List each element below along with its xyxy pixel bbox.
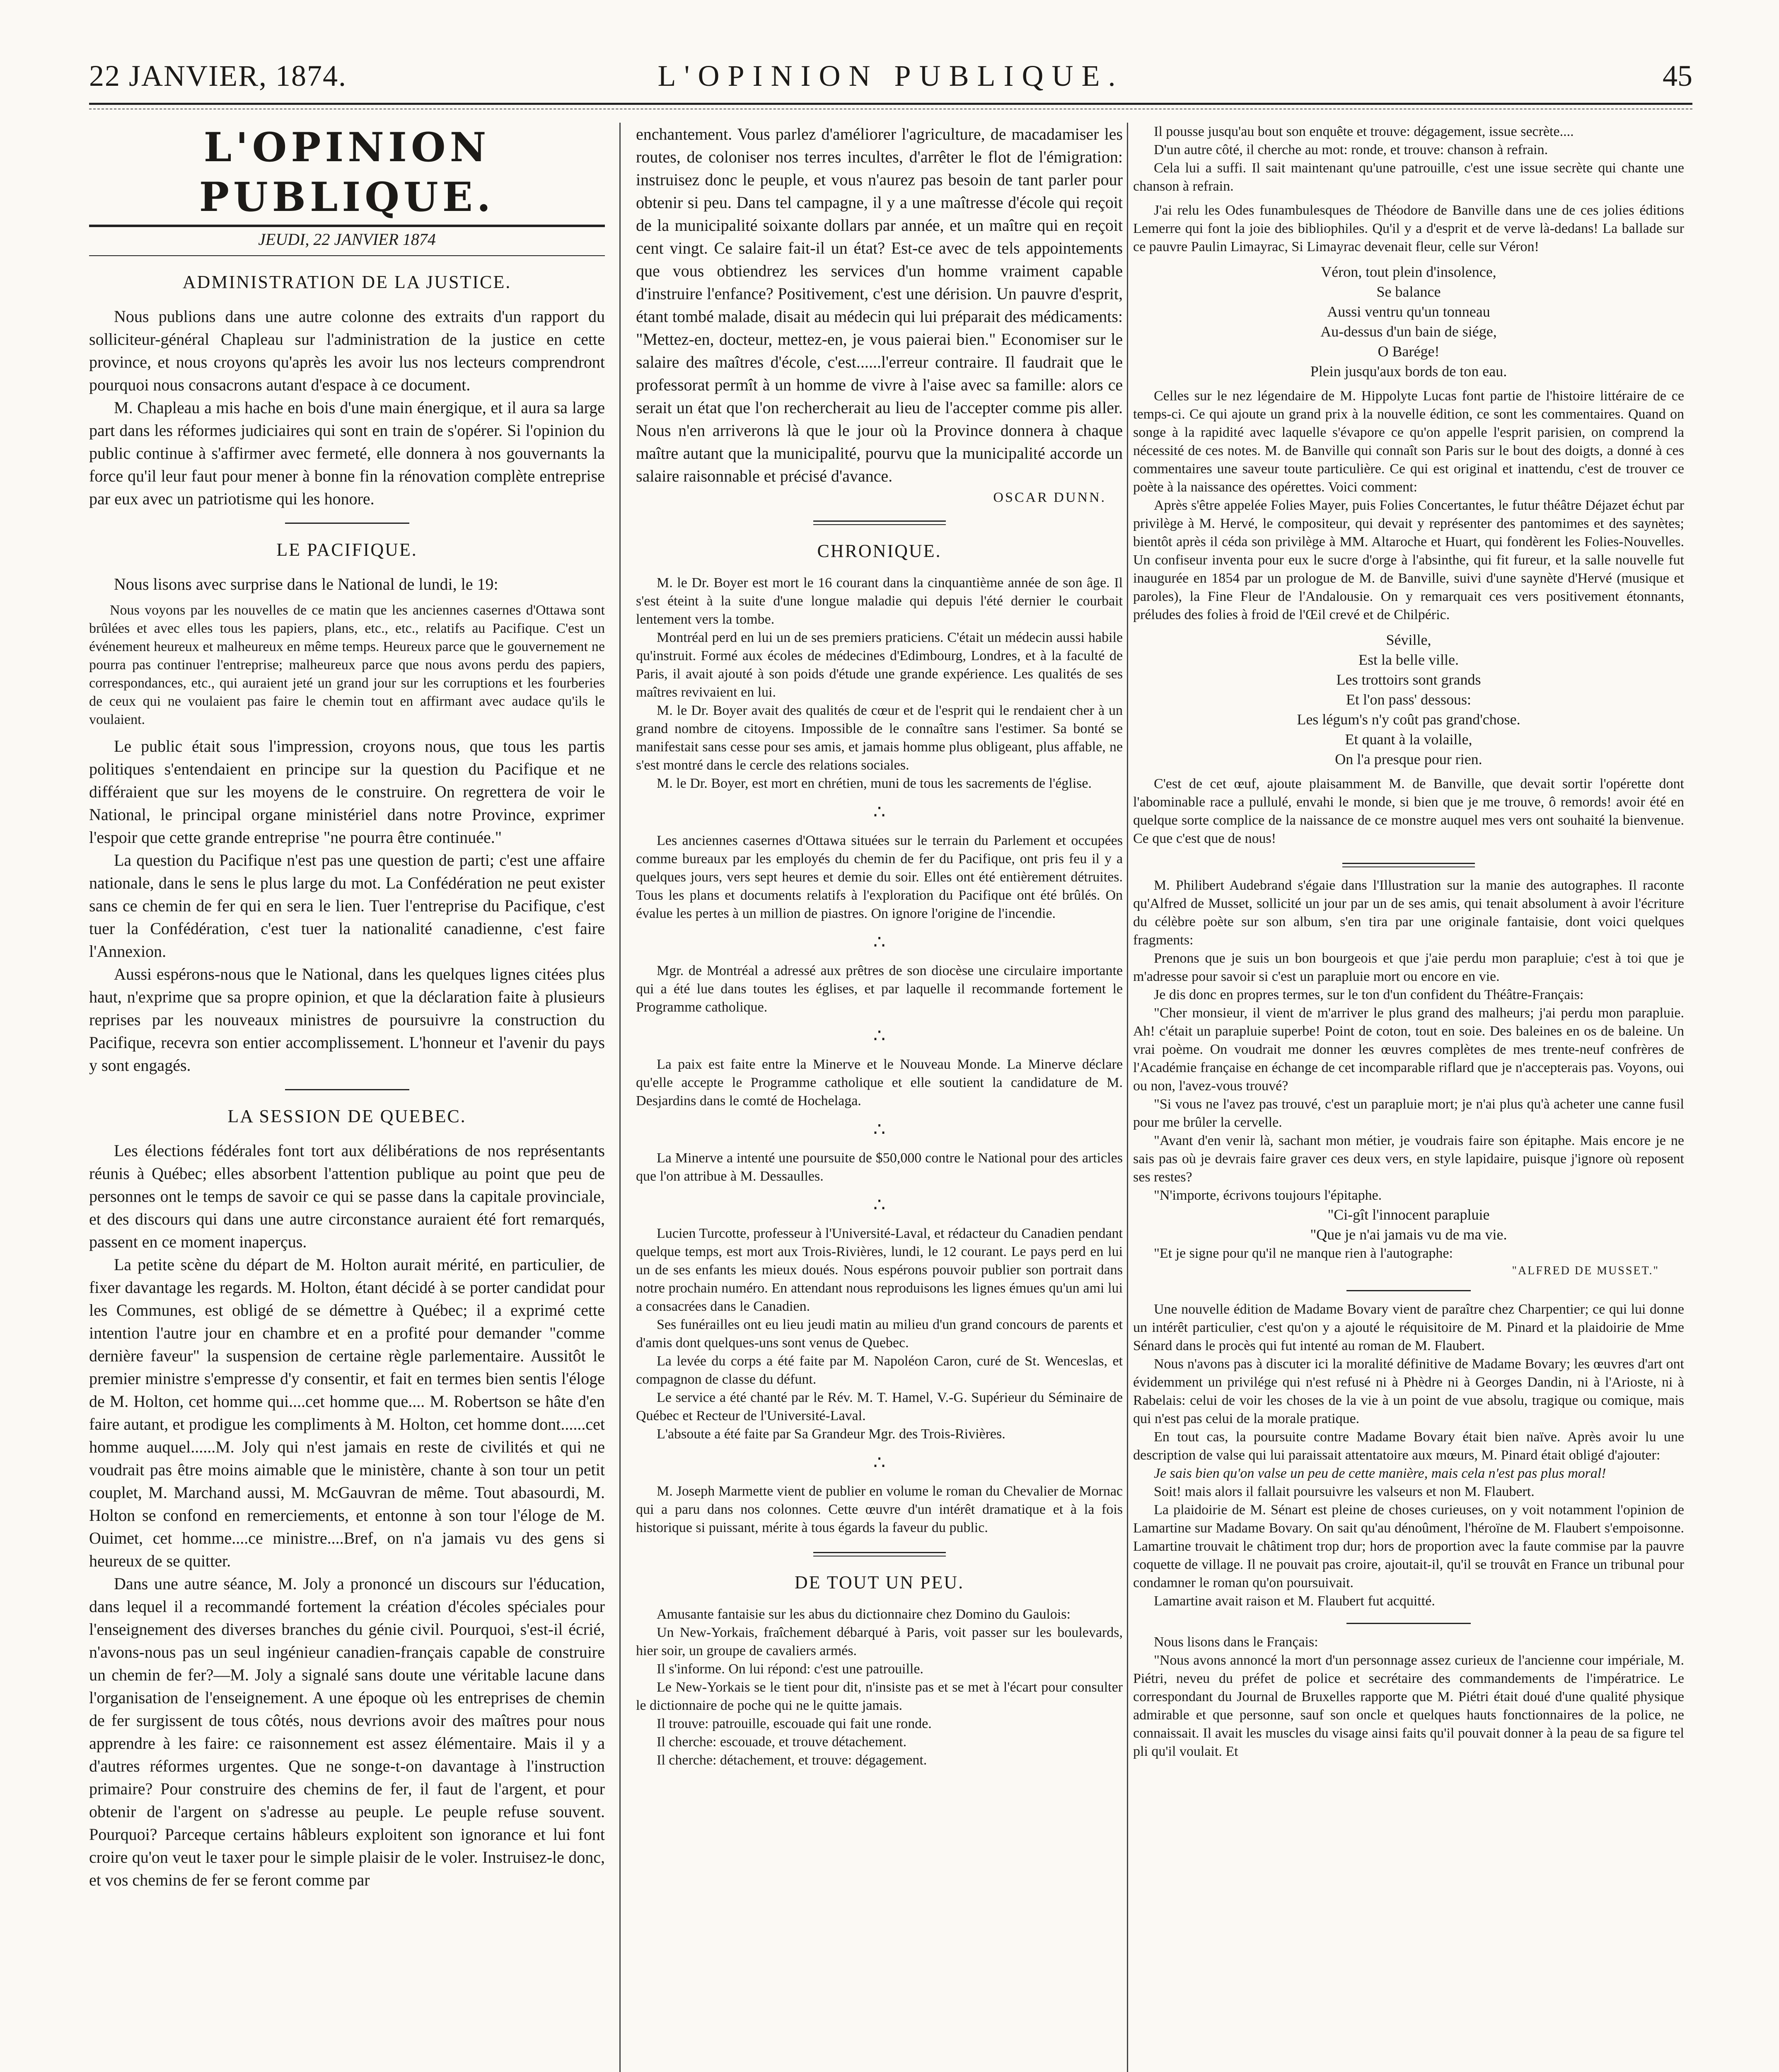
page-header — [89, 57, 1692, 107]
paragraph: Il s'informe. On lui répond: c'est une patrouille. — [657, 1661, 923, 1677]
section-title-de-tout-un-peu: DE TOUT UN PEU. — [794, 1572, 964, 1593]
asterism: ∴ — [873, 801, 886, 823]
paragraph: "Et je signe pour qu'il ne manque rien à l'autographe: — [1154, 1246, 1453, 1261]
section-title-chronique: CHRONIQUE. — [817, 541, 942, 561]
paragraph: Les anciennes casernes d'Ottawa situées sur le terrain du Parlement et occupées comme bureaux par les employés du chemin de fer du Pacifique, ont pris feu il y a quelques jours, vers sept heures et demie du soir. Elles ont été entièrement détruites. Tous les plans et documents relatifs à l'exploration du Pacifique ont été brûlés. On évalue les pertes à un million de piastres. On ignore l'origine de l'incendie. — [636, 833, 1123, 921]
paragraph: Soit! mais alors il fallait poursuivre les valseurs et non M. Flaubert. — [1154, 1484, 1535, 1499]
paragraph: Ses funérailles ont eu lieu jeudi matin au milieu d'un grand concours de parents et d'amis dont quelques-uns sont venus de Quebec. — [636, 1317, 1123, 1351]
asterism: ∴ — [873, 1025, 886, 1046]
poem-line: Et l'on pass' dessous: — [1346, 691, 1471, 708]
section-rule — [285, 1089, 409, 1090]
paragraph: "Si vous ne l'avez pas trouvé, c'est un parapluie mort; je n'ai plus qu'à acheter une canne fusil pour me brûler la cervelle. — [1133, 1097, 1684, 1130]
paragraph: Nous lisons avec surprise dans le National de lundi, le 19: — [114, 575, 498, 593]
poem-line: On l'a presque pour rien. — [1335, 751, 1482, 767]
asterism: ∴ — [873, 1452, 886, 1473]
section-rule — [1342, 863, 1475, 867]
quoted-line: Je sais bien qu'on valse un peu de cette manière, mais cela n'est pas plus moral! — [1154, 1466, 1606, 1481]
paragraph: Le service a été chanté par le Rév. M. T. Hamel, V.-G. Supérieur du Séminaire de Québec et Recteur de l'Université-Laval. — [636, 1390, 1123, 1423]
paragraph: Aussi espérons-nous que le National, dans les quelques lignes citées plus haut, n'exprime que sa propre opinion, et que la déclaration faite à plusieurs reprises par les nouveaux ministres de poursuivre la construction du Pacifique, recevra son entier accomplissement. L'honneur et l'avenir du pays y sont engagés. — [89, 965, 605, 1075]
paragraph: J'ai relu les Odes funambulesques de Théodore de Banville dans une de ces jolies éditions Lemerre qui font la joie des bibliophiles. Qu'il y a d'esprit et de verve là-dedans! La ballade sur ce pauvre Paulin Limayrac, Si Limayrac devenait fleur, celle sur Véron! — [1133, 203, 1684, 254]
paragraph: M. le Dr. Boyer, est mort en chrétien, muni de tous les sacrements de l'église. — [657, 776, 1092, 791]
paragraph: En tout cas, la poursuite contre Madame Bovary était bien naïve. Après avoir lu une description de valse qui lui paraissait attentatoire aux mœurs, M. Pinard était obligé d'ajouter: — [1133, 1429, 1684, 1463]
running-date: 22 JANVIER, 1874. — [89, 59, 347, 92]
column-divider-2 — [1127, 123, 1128, 2072]
paragraph: "Avant d'en venir là, sachant mon métier, je voudrais faire son épitaphe. Mais encore je ne sais pas où je devrais faire graver ces deux vers, en style lapidaire, puisque j'ignore où reposent ses restes? — [1133, 1133, 1684, 1185]
paragraph: Montréal perd en lui un de ses premiers praticiens. C'était un médecin aussi habile qu'instruit. Formé aux écoles de médecines d'Edimbourg, Londres, et à la faculté de Paris, il avait ajouté à son poids d'étude une grande expérience. Les qualités de ses maîtres revivaient en lui. — [636, 630, 1123, 700]
section-rule — [1346, 1290, 1471, 1291]
column-2 — [636, 123, 1123, 2072]
paragraph: La question du Pacifique n'est pas une question de parti; c'est une affaire nationale, dans le sens le plus large du mot. La Confédération ne peut exister sans ce chemin de fer qui en sera le lien. Tuer l'entreprise du Pacifique, c'est tuer la Confédération, c'est tuer la nationalité canadienne, c'est faire l'Annexion. — [89, 851, 605, 961]
section-title-pacifique: LE PACIFIQUE. — [276, 540, 418, 560]
section-rule — [285, 523, 409, 524]
paragraph: Il trouve: patrouille, escouade qui fait une ronde. — [657, 1716, 932, 1731]
poem-line: Plein jusqu'aux bords de ton eau. — [1310, 363, 1507, 380]
paragraph: Amusante fantaisie sur les abus du dictionnaire chez Domino du Gaulois: — [657, 1607, 1071, 1622]
paragraph: La levée du corps a été faite par M. Napoléon Caron, curé de St. Wenceslas, et compagnon de classe du défunt. — [636, 1353, 1123, 1387]
paragraph: Nous n'avons pas à discuter ici la moralité définitive de Madame Bovary; les œuvres d'art ont évidemment un privilége qui n'est refusé ni à Phèdre ni à Georges Dandin, ni à l'Arioste, ni à Rabelais: celui de voir les choses de la vie à un point de vue absolu, tragique ou comique, mais qui n'est pas celui de la morale pratique. — [1133, 1356, 1684, 1426]
quoted-paragraph: Nous voyons par les nouvelles de ce matin que les anciennes casernes d'Ottawa sont brûlées et avec elles tous les papiers, plans, etc., etc., relatifs au Pacifique. C'est un événement heureux et malheureux en même temps. Heureux parce que le gouvernement ne pourra pas continuer l'entreprise; malheureux parce que nous avons perdu des papiers, correspondances, etc., qui auraient jeté un grand jour sur les corruptions et les fourberies de ceux qui ne voulaient pas faire le chemin tout en affirmant avec audace qu'ils le voulaient. — [89, 603, 605, 727]
poem-line: Les trottoirs sont grands — [1336, 671, 1481, 688]
paragraph: M. le Dr. Boyer est mort le 16 courant dans la cinquantième année de son âge. Il s'est éteint à la suite d'une longue maladie qui depuis l'été dernier le courbait lentement vers la tombe. — [636, 575, 1123, 627]
quote-signature: "ALFRED DE MUSSET." — [1512, 1264, 1659, 1277]
paragraph: M. Philibert Audebrand s'égaie dans l'Illustration sur la manie des autographes. Il raconte qu'Alfred de Musset, sollicité un jour par un de ses amis, qui tenait absolument à avoir l'écriture du célèbre poète sur son album, s'en tira par une originale fantaisie, dont voici quelques fragments: — [1133, 878, 1684, 948]
epitaph-line: "Ci-gît l'innocent parapluie — [1327, 1206, 1490, 1223]
paragraph: D'un autre côté, il cherche au mot: ronde, et trouve: chanson à refrain. — [1154, 142, 1548, 157]
poem-line: Aussi ventru qu'un tonneau — [1327, 303, 1490, 320]
paragraph: Il cherche: détachement, et trouve: dégagement. — [657, 1752, 927, 1768]
section-rule — [813, 1552, 946, 1556]
paragraph: L'absoute a été faite par Sa Grandeur Mgr. des Trois-Rivières. — [657, 1426, 1006, 1442]
paragraph: Une nouvelle édition de Madame Bovary vient de paraître chez Charpentier; ce qui lui donne un intérêt particulier, c'est qu'on y a ajouté le réquisitoire de M. Pinard et la plaidoirie de Mme Sénard dans le procès qui fut intenté au roman de M. Flaubert. — [1133, 1302, 1684, 1353]
paragraph: M. Chapleau a mis hache en bois d'une main énergique, et il aura sa large part dans les réformes judiciaires qui sont en train de s'opérer. Si l'opinion du public continue à s'affirmer avec fermeté, elle donnera à nos gouvernants la force qu'il leur faut pour mener à bonne fin la rénovation complète entreprise par eux avec un patriotisme qui les honore. — [89, 398, 605, 508]
page-number: 45 — [1663, 59, 1692, 92]
paragraph: Celles sur le nez légendaire de M. Hippolyte Lucas font partie de l'histoire littéraire de ce temps-ci. Ce qui ajoute un grand prix à la nouvelle édition, ce sont les commentaires. Quand on songe à la rapidité avec laquelle s'évapore ce qu'on appelle l'esprit parisien, on comprend la nécessité de ces notes. M. de Banville qui connaît son Paris sur le bout des doigts, a donné à ces commentaires une saveur toute particulière. Ce qui est original et inattendu, c'est de trouver ce poète à la naissance des opérettes. Voici comment: — [1133, 388, 1684, 495]
poem-line: Est la belle ville. — [1358, 651, 1459, 668]
paragraph: Nous lisons dans le Français: — [1154, 1634, 1318, 1650]
paragraph: Il pousse jusqu'au bout son enquête et trouve: dégagement, issue secrète.... — [1154, 124, 1574, 139]
column-divider-1 — [619, 123, 621, 2072]
asterism: ∴ — [873, 932, 886, 953]
asterism: ∴ — [873, 1194, 886, 1215]
poem-line: Les légum's n'y coût pas grand'chose. — [1297, 711, 1520, 728]
section-title-justice: ADMINISTRATION DE LA JUSTICE. — [182, 272, 512, 292]
paragraph: La plaidoirie de M. Sénart est pleine de choses curieuses, on y voit notamment l'opinion de Lamartine sur Madame Bovary. On sait qu'au dénoûment, l'héroïne de M. Flaubert s'empoisonne. Lamartine trouvait le châtiment trop dur; hors de proportion avec la faute commise par la pauvre coquette de village. Il ne pouvait pas croire, ajoutait-il, qu'il se trouvât en France un tribunal pour condamner le roman qu'on poursuivait. — [1133, 1502, 1684, 1590]
section-title-session: LA SESSION DE QUEBEC. — [227, 1106, 467, 1126]
poem-line: Véron, tout plein d'insolence, — [1321, 264, 1496, 280]
paragraph: La paix est faite entre la Minerve et le Nouveau Monde. La Minerve déclare qu'elle accepte le Programme catholique et elle soutient la candidature de M. Desjardins dans le comté de Hochelaga. — [636, 1057, 1123, 1109]
paragraph-continued: enchantement. Vous parlez d'améliorer l'agriculture, de macadamiser les routes, de coloniser nos terres incultes, d'arrêter le flot de l'émigration: instruisez donc le peuple, et vous n'aurez pas besoin de tant parler pour obtenir si peu. Dans tel campagne, il y a une maîtresse d'école qui reçoit de la municipalité soixante dollars par année, et un maître qui en reçoit cent vingt. Ce salaire fait-il un état? Est-ce avec de tels appointements que vous obtiendrez les services d'un homme vraiment capable d'instruire l'enfance? Positivement, c'est une dérision. Un pauvre d'esprit, étant tombé malade, disait au médecin qui lui préparait des médicaments: "Mettez-en, docteur, mettez-en, je vous paierai bien." Economiser sur le salaire des maîtres d'école, c'est......l'erreur contraire. Il faudrait que le professorat permît à un homme de vivre à l'aise avec sa famille: alors ce serait un état que l'on rechercherait au lieu de l'accepter comme pis aller. Nous n'en arriverons là que le jour où la Province donnera à chaque maître autant que la municipalité, pourvu que la municipalité accorde un salaire raisonnable et précisé d'avance. — [636, 125, 1123, 485]
masthead: L'OPINION PUBLIQUE. — [199, 124, 495, 220]
poem-line: Au-dessus d'un bain de siége, — [1320, 323, 1497, 340]
section-rule — [1346, 1623, 1471, 1624]
paragraph: Nous publions dans une autre colonne des extraits d'un rapport du solliciteur-général Chapleau sur l'administration de la justice en cette province, et nous croyons qu'après les avoir lus nos lecteurs comprendront pourquoi nous consacrons autant d'espace à ce document. — [89, 307, 605, 394]
paragraph: "N'importe, écrivons toujours l'épitaphe. — [1154, 1188, 1382, 1203]
issue-date: JEUDI, 22 JANVIER 1874 — [258, 230, 436, 249]
paragraph: Je dis donc en propres termes, sur le ton d'un confident du Théâtre-Français: — [1154, 987, 1584, 1002]
paragraph: "Nous avons annoncé la mort d'un personnage assez curieux de l'ancienne cour impériale, M. Piétri, neveu du préfet de police et secrétaire des commandements de l'impératrice. Le correspondant du Journal de Bruxelles rapporte que M. Piétri était doué d'une qualité physique admirable et que personne, sauf son oncle et quelques hauts fonctionnaires de la police, ne connaissait. Il avait les muscles du visage ainsi faits qu'il pouvait donner à la peau de sa figure tel pli qu'il voulait. Et — [1133, 1653, 1684, 1759]
paragraph: La Minerve a intenté une poursuite de $50,000 contre le National pour des articles que l'on attribue à M. Dessaulles. — [636, 1150, 1123, 1184]
paragraph: Le public était sous l'impression, croyons nous, que tous les partis politiques s'entendaient en principe sur la question du Pacifique et ne différaient que sur les moyens de le construire. On regrettera de voir le National, le principal organe ministériel dans notre Province, exprimer l'espoir que cette grande entreprise "ne pourra être continuée." — [89, 737, 605, 847]
poem-line: Et quant à la volaille, — [1345, 731, 1472, 748]
header-rule — [89, 103, 1692, 105]
poem-line: Se balance — [1376, 283, 1441, 300]
paragraph: Les élections fédérales font tort aux délibérations de nos représentants réunis à Québec; elles absorbent l'attention publique au point que peu de personnes ont le temps de savoir ce qui se passe dans la capitale provinciale, et des discours qui dans une autre circonstance auraient été fort remarqués, passent en ce moment inaperçus. — [89, 1141, 605, 1251]
paragraph: M. le Dr. Boyer avait des qualités de cœur et de l'esprit qui le rendaient cher à un grand nombre de citoyens. Impossible de le connaître sans l'estimer. Sa bonté se manifestait sans cesse pour ses amis, et jamais homme plus obligeant, plus affable, ne s'est montré dans le cercle des relations sociales. — [636, 703, 1123, 773]
paragraph: Le New-Yorkais se le tient pour dit, n'insiste pas et se met à l'écart pour consulter le dictionnaire de poche qui ne le quitte jamais. — [636, 1680, 1123, 1713]
paragraph: Il cherche: escouade, et trouve détachement. — [657, 1734, 907, 1750]
paragraph: Mgr. de Montréal a adressé aux prêtres de son diocèse une circulaire importante qui a été lue dans toutes les églises, et par laquelle il recommande fortement le Programme catholique. — [636, 963, 1123, 1015]
paragraph: La petite scène du départ de M. Holton aurait mérité, en particulier, de fixer davantage les regards. M. Holton, étant décidé à se porter candidat pour les Communes, est obligé de se démettre à Québec; il a exprimé cette intention l'autre jour en chambre et en a profité pour demander "comme dernière faveur" la suspension de certaine règle parlementaire. Aussitôt le premier ministre s'empresse d'y consentir, et fait en termes bien sentis l'éloge de M. Holton, cet homme qui....cet homme que.... M. Robertson se hâte d'en faire autant, et prodigue les compliments à M. Holton, cet homme dont......cet homme auquel......M. Joly qui n'est jamais en reste de civilités et qui ne voudrait pas être moins aimable que le ministère, chante à son tour un petit couplet, M. Marchand aussi, M. McGauvran de même. Tout abasourdi, M. Holton se confond en remerciements, et entonne à son tour l'éloge de M. Ouimet, cet homme....ce ministre....Bref, on n'a jamais vu des gens si heureux de se quitter. — [89, 1255, 605, 1570]
paragraph: C'est de cet œuf, ajoute plaisamment M. de Banville, que devait sortir l'opérette dont l'abominable race a pullulé, envahi le monde, si bien que je me trouve, ô remords! avoir été en quelque sorte complice de la naissance de ce monstre auquel mes vers ont souhaité la bienvenue. Ce que c'est que de nous! — [1133, 776, 1684, 846]
column-1 — [89, 123, 605, 2072]
paragraph: Prenons que je suis un bon bourgeois et que j'aie perdu mon parapluie; c'est à toi que je m'adresse pour savoir si c'est un parapluie mort ou encore en vie. — [1133, 951, 1684, 984]
column-3 — [1133, 123, 1684, 2072]
paragraph: Un New-Yorkais, fraîchement débarqué à Paris, voit passer sur les boulevards, hier soir, un groupe de cavaliers armés. — [636, 1625, 1123, 1658]
paragraph: Lucien Turcotte, professeur à l'Université-Laval, et rédacteur du Canadien pendant quelque temps, est mort aux Trois-Rivières, lundi, le 12 courant. Le pays perd en lui un de ses enfants les mieux doués. Nous espérons pouvoir publier son portrait dans notre prochain numéro. En attendant nous reproduisons les lignes émues qu'un ami lui a consacrées dans le Canadien. — [636, 1226, 1123, 1314]
section-rule — [813, 520, 946, 525]
paragraph: Dans une autre séance, M. Joly a prononcé un discours sur l'éducation, dans lequel il a recommandé fortement la création d'écoles spéciales pour l'enseignement des diverses branches du génie civil. Pourquoi, s'est-il écrié, n'avons-nous pas un seul ingénieur canadien-français capable de construire un chemin de fer?—M. Joly a signalé sans doute une véritable lacune dans l'organisation de l'enseignement. A une époque où les entreprises de chemin de fer surgissent de tous côtés, nous devrions avoir des maîtres pour nous apprendre à les faire: ce raisonnement est assez élémentaire. Mais il y a d'autres réformes urgentes. Que ne songe-t-on davantage à l'instruction primaire? Pour construire des chemins de fer, il faut de l'argent, et pour obtenir de l'argent on s'adresse au peuple. Le peuple refuse souvent. Pourquoi? Parceque certains hâbleurs exploitent son ignorance et lui font croire qu'on veut le taxer pour le simple plaisir de le voler. Instruisez-le donc, et vos chemins de fer se feront comme par — [89, 1574, 605, 1889]
asterism: ∴ — [873, 1119, 886, 1140]
masthead-rule-thin — [89, 255, 605, 256]
paragraph: Cela lui a suffi. Il sait maintenant qu'une patrouille, c'est une issue secrète qui chante une chanson à refrain. — [1133, 160, 1684, 194]
paragraph: "Cher monsieur, il vient de m'arriver le plus grand des malheurs; j'ai perdu mon parapluie. Ah! c'était un parapluie superbe! Point de coton, tout en soie. Des baleines en os de baleine. Un vrai poème. On voudrait me donner les œuvres complètes de mes trente-neuf confrères de l'Académie française en échange de cet incomparable riflard que je n'accepterais pas. Voyons, oui ou non, l'avez-vous trouvé? — [1133, 1005, 1684, 1094]
paragraph: M. Joseph Marmette vient de publier en volume le roman du Chevalier de Mornac qui a paru dans nos colonnes. Cette œuvre d'un intérêt dramatique et à la fois historique si puissant, mérite à tous égards la faveur du public. — [636, 1484, 1123, 1535]
poem-line: O Barége! — [1378, 343, 1440, 360]
paragraph: Après s'être appelée Folies Mayer, puis Folies Concertantes, le futur théâtre Déjazet échut par privilège à M. Hervé, le compositeur, qui devait y représenter des pantomimes et des saynètes; bientôt après il céda son privilège à MM. Altaroche et Huart, qui fondèrent les Folies-Nouvelles. Un confiseur inventa pour eux le sucre d'orge à l'absinthe, qui fit fureur, et la salle nouvelle fut inaugurée en 1854 par un prologue de M. de Banville, suivi d'une saynète d'Hervé (musique et paroles), la Fine Fleur de l'Andalousie. On y remarquait ces vers positivement étonnants, préludes des folies à froid de l'Œil crevé et de Chilpéric. — [1133, 498, 1684, 622]
author-signature: OSCAR DUNN. — [993, 490, 1106, 505]
epitaph-line: "Que je n'ai jamais vu de ma vie. — [1310, 1226, 1507, 1243]
poem-line: Séville, — [1386, 632, 1431, 648]
paragraph: Lamartine avait raison et M. Flaubert fut acquitté. — [1154, 1593, 1435, 1609]
running-title: L'OPINION PUBLIQUE. — [657, 59, 1124, 92]
